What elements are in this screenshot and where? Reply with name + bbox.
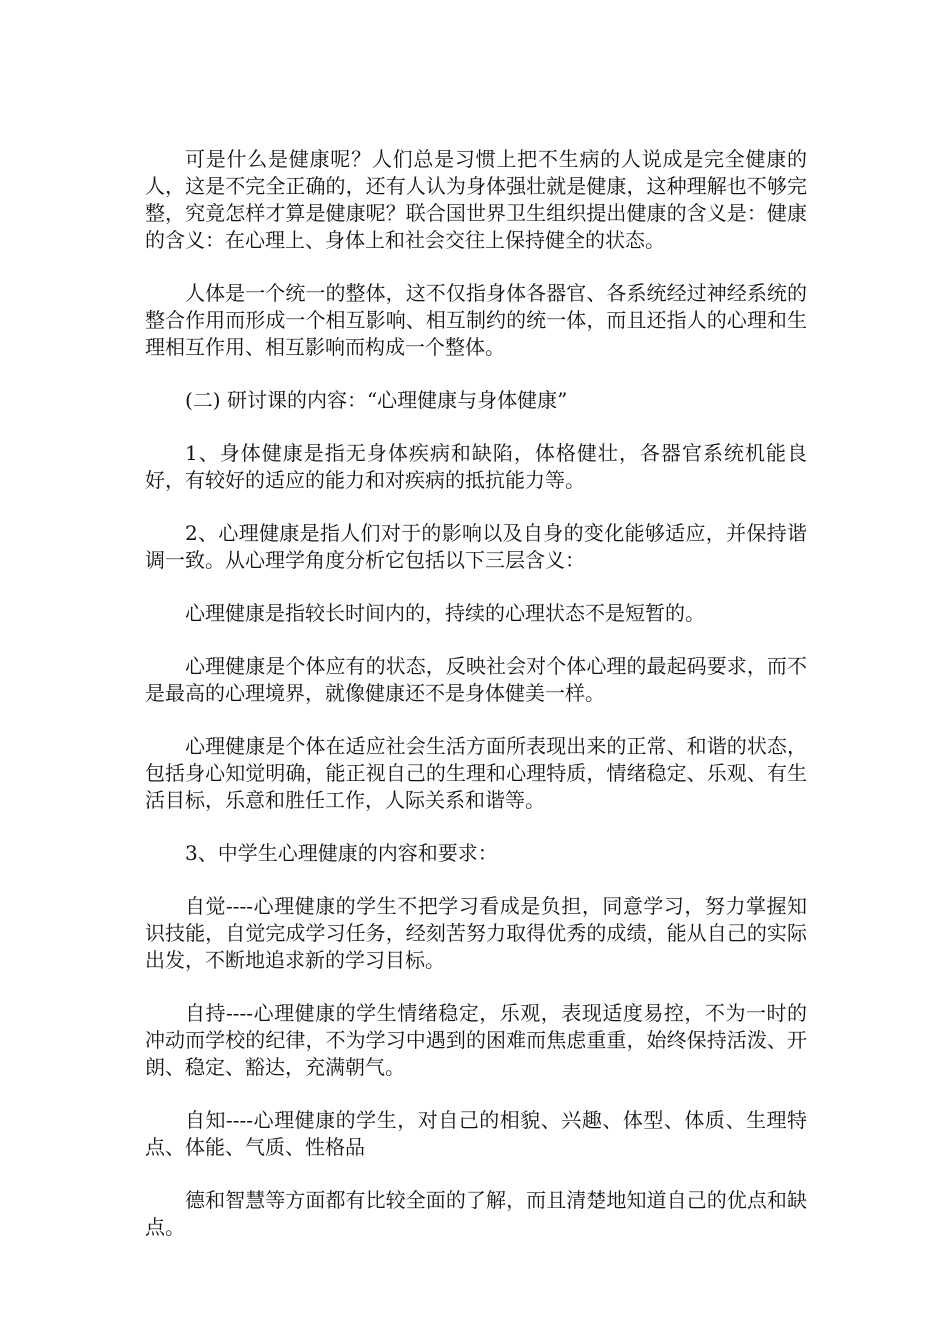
paragraph-health-definition: 可是什么是健康呢？人们总是习惯上把不生病的人说成是完全健康的人，这是不完全正确的，还有人认为身体强壮就是健康，这种理解也不够完整，究竟怎样才算是健康呢？联合国世界卫生组织提出健康的含义是：健康的含义：在心理上、身体上和社会交往上保持健全的状态。 — [145, 147, 807, 252]
paragraph-mental-health-meaning-2: 心理健康是个体应有的状态，反映社会对个体心理的最起码要求，而不是最高的心理境界，就像健康还不是身体健美一样。 — [145, 654, 807, 705]
paragraph-self-knowledge: 自知----心理健康的学生，对自己的相貌、兴趣、体型、体质、生理特点、体能、气质、性格品 — [145, 1108, 807, 1159]
paragraph-self-awareness-study: 自觉----心理健康的学生不把学习看成是负担，同意学习，努力掌握知识技能，自觉完成学习任务，经刻苦努力取得优秀的成绩，能从自己的实际出发，不断地追求新的学习目标。 — [145, 894, 807, 972]
paragraph-physical-health: 1、身体健康是指无身体疾病和缺陷，体格健壮，各器官系统机能良好，有较好的适应的能力和对疾病的抵抗能力等。 — [145, 441, 807, 492]
paragraph-self-knowledge-continued: 德和智慧等方面都有比较全面的了解，而且清楚地知道自己的优点和缺点。 — [145, 1188, 807, 1239]
paragraph-mental-health-meaning-1: 心理健康是指较长时间内的，持续的心理状态不是短暂的。 — [185, 601, 705, 625]
section-heading-seminar-content: (二) 研讨课的内容：“心理健康与身体健康” — [185, 388, 568, 412]
paragraph-human-body-unity: 人体是一个统一的整体，这不仅指身体各器官、各系统经过神经系统的整合作用而形成一个相互影响、相互制约的统一体，而且还指人的心理和生理相互作用、相互影响而构成一个整体。 — [145, 281, 807, 359]
document-body — [145, 146, 807, 1267]
paragraph-student-requirements-heading: 3、中学生心理健康的内容和要求： — [185, 841, 498, 865]
paragraph-self-control: 自持----心理健康的学生情绪稳定，乐观，表现适度易控，不为一时的冲动而学校的纪律，不为学习中遇到的困难而焦虑重重，始终保持活泼、开朗、稳定、豁达，充满朝气。 — [145, 1001, 807, 1079]
paragraph-mental-health-meaning-3: 心理健康是个体在适应社会生活方面所表现出来的正常、和谐的状态，包括身心知觉明确，能正视自己的生理和心理特质，情绪稳定、乐观、有生活目标，乐意和胜任工作，人际关系和谐等。 — [145, 734, 807, 812]
paragraph-mental-health: 2、心理健康是指人们对于的影响以及自身的变化能够适应，并保持谐调一致。从心理学角度分析它包括以下三层含义： — [145, 521, 807, 572]
